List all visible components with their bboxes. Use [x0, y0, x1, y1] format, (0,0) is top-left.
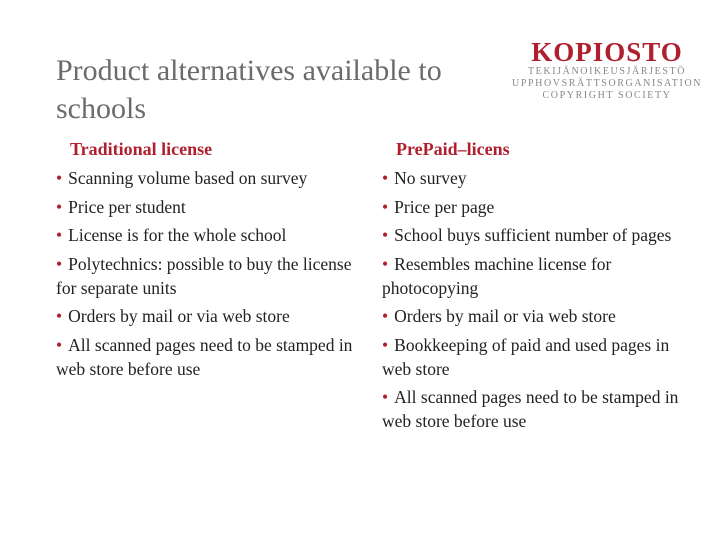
bullet-icon: •: [382, 196, 389, 217]
kopiosto-logo: [512, 38, 702, 102]
traditional-license-column: [56, 136, 361, 385]
list-item: [56, 333, 361, 381]
list-item: [382, 252, 682, 300]
list-item: [382, 223, 682, 247]
list-item-text: Orders by mail or via web store: [68, 306, 290, 326]
list-item: [382, 195, 682, 219]
prepaid-license-column: [382, 136, 682, 438]
bullet-icon: •: [382, 306, 389, 326]
list-item: [382, 385, 682, 433]
logo-line-3: COPYRIGHT SOCIETY: [542, 90, 672, 101]
list-item: [56, 166, 361, 190]
list-item: [382, 333, 682, 381]
bullet-icon: •: [382, 253, 389, 274]
bullet-icon: •: [56, 306, 63, 326]
list-item-text: Scanning volume based on survey: [68, 168, 308, 188]
list-item-text: School buys sufficient number of pages: [394, 225, 672, 245]
logo-line-2: UPPHOVSRÄTTSORGANISATION: [512, 78, 703, 89]
bullet-icon: •: [382, 387, 389, 407]
list-item: [382, 304, 682, 328]
bullet-icon: •: [382, 225, 389, 245]
logo-line-1: TEKIJÄNOIKEUSJÄRJESTÖ: [527, 66, 687, 77]
list-item: [382, 166, 682, 190]
list-item-text: Bookkeeping of paid and used pages in web store: [382, 334, 670, 379]
list-item-text: All scanned pages need to be stamped in web store before use: [56, 334, 353, 379]
list-item-text: Polytechnics: possible to buy the license for separate units: [56, 253, 352, 298]
list-item-text: Resembles machine license for photocopying: [382, 253, 612, 298]
bullet-icon: •: [56, 225, 63, 245]
bullet-icon: •: [56, 196, 63, 217]
list-item: [56, 252, 361, 300]
list-item: [56, 223, 361, 247]
traditional-license-list: [56, 166, 361, 381]
logo-name: KOPIOSTO: [531, 37, 683, 67]
prepaid-license-list: [382, 166, 682, 433]
bullet-icon: •: [56, 168, 63, 188]
list-item-text: Orders by mail or via web store: [394, 306, 616, 326]
list-item: [56, 195, 361, 219]
list-item-text: No survey: [394, 168, 467, 188]
list-item-text: Price per page: [394, 196, 495, 217]
bullet-icon: •: [56, 334, 63, 355]
bullet-icon: •: [56, 253, 63, 274]
list-item-text: All scanned pages need to be stamped in web store before use: [382, 387, 679, 431]
list-item-text: Price per student: [68, 196, 186, 217]
bullet-icon: •: [382, 334, 389, 355]
list-item-text: License is for the whole school: [68, 225, 287, 245]
bullet-icon: •: [382, 168, 389, 188]
page-title: Product alternatives available to schools: [56, 54, 442, 126]
list-item: [56, 304, 361, 328]
prepaid-license-heading: PrePaid–licens: [396, 139, 510, 159]
traditional-license-heading: Traditional license: [70, 139, 213, 159]
